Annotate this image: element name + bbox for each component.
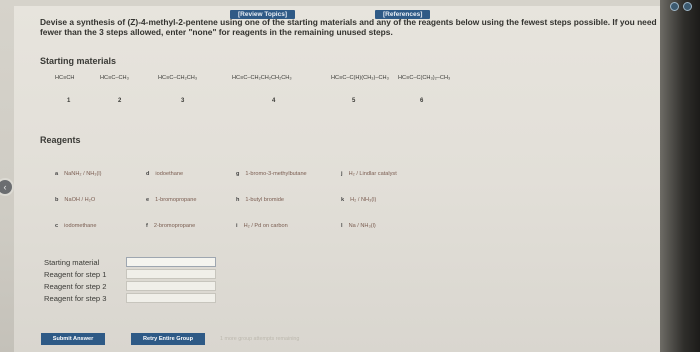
starting-material-1-formula: HC≡CH	[55, 75, 75, 81]
reagent-l	[341, 223, 376, 229]
reagent-letter: j	[341, 171, 343, 177]
starting-material-3-number: 3	[181, 98, 185, 104]
step1-input[interactable]	[126, 269, 216, 279]
submit-answer-button[interactable]: Submit Answer	[41, 333, 105, 345]
attempts-remaining-text: 1 more group attempts remaining	[220, 336, 300, 342]
reagent-c	[55, 223, 96, 229]
reagent-h	[236, 197, 284, 203]
reagent-d	[146, 171, 183, 177]
retry-group-button[interactable]: Retry Entire Group	[131, 333, 205, 345]
answer-form	[44, 256, 224, 304]
question-text: Devise a synthesis of (Z)-4-methyl-2-pentene using one of the starting materials and any of the reagents below using the fewest steps possible. If you need fewer than the 3 steps allowed, enter "none" for reagents in the remaining unused steps.	[40, 17, 657, 37]
reagent-text: H₂ / Lindlar catalyst	[348, 171, 397, 177]
reagent-g	[236, 171, 307, 177]
starting-material-5-number: 5	[352, 98, 356, 104]
reagent-letter: k	[341, 197, 345, 203]
starting-material-label: Starting material	[44, 257, 100, 267]
step1-row	[44, 268, 224, 280]
references-button[interactable]: [References]	[375, 10, 430, 19]
reagent-letter: f	[146, 223, 148, 229]
reagent-i	[236, 223, 288, 229]
starting-material-2-number: 2	[118, 98, 122, 104]
window-icon-2[interactable]	[683, 2, 692, 11]
window-icons	[670, 2, 694, 16]
reagent-text: iodoethane	[155, 171, 184, 177]
reagent-letter: a	[55, 171, 59, 177]
reagent-text: 1-bromo-3-methylbutane	[245, 171, 307, 177]
reagents-heading: Reagents	[40, 135, 81, 145]
starting-material-2-formula: HC≡C–CH₃	[100, 75, 129, 81]
step1-label: Reagent for step 1	[44, 269, 107, 279]
reagent-letter: l	[341, 223, 343, 229]
reagent-f	[146, 223, 195, 229]
step3-label: Reagent for step 3	[44, 293, 107, 303]
starting-material-3-formula: HC≡C–CH₂CH₃	[158, 75, 198, 81]
reagent-letter: e	[146, 197, 150, 203]
step2-input[interactable]	[126, 281, 216, 291]
starting-material-4-number: 4	[272, 98, 276, 104]
starting-material-4-formula: HC≡C–CH₂CH₂CH₂CH₃	[232, 75, 292, 81]
starting-material-6-formula: HC≡C–C(CH₃)₂–CH₃	[398, 75, 451, 81]
reagent-text: 2-bromopropane	[153, 223, 196, 229]
reagent-text: H₂ / Pd on carbon	[243, 223, 288, 229]
reagent-text: NaNH₂ / NH₃(l)	[64, 171, 102, 177]
reagent-letter: g	[236, 171, 240, 177]
reagent-letter: h	[236, 197, 240, 203]
reagent-text: 1-bromopropane	[155, 197, 197, 203]
starting-materials-heading: Starting materials	[40, 56, 117, 66]
starting-material-6-number: 6	[420, 98, 424, 104]
starting-material-row	[44, 256, 224, 268]
reagent-letter: c	[55, 223, 59, 229]
reagent-a	[55, 171, 102, 177]
reagent-letter: b	[55, 197, 59, 203]
step3-row	[44, 292, 224, 304]
reagent-letter: i	[236, 223, 238, 229]
reagent-j	[341, 171, 397, 177]
starting-material-5-formula: HC≡C–C(H)(CH₃)–CH₃	[331, 75, 389, 81]
step2-label: Reagent for step 2	[44, 281, 107, 291]
reagent-text: 1-butyl bromide	[245, 197, 284, 203]
step2-row	[44, 280, 224, 292]
starting-material-1-number: 1	[67, 98, 71, 104]
reagent-k	[341, 197, 376, 203]
reagent-e	[146, 197, 196, 203]
reagent-text: NaOH / H₂O	[64, 197, 96, 203]
reagent-text: iodomethane	[64, 223, 97, 229]
reagent-b	[55, 197, 95, 203]
starting-material-input[interactable]	[126, 257, 216, 267]
review-topics-button[interactable]: [Review Topics]	[230, 10, 295, 19]
step3-input[interactable]	[126, 293, 216, 303]
nav-back-icon[interactable]: ‹	[0, 178, 14, 196]
reagent-text: Na / NH₃(l)	[348, 223, 376, 229]
reagent-letter: d	[146, 171, 150, 177]
right-dark-edge	[660, 0, 700, 352]
reagent-text: H₂ / NH₃(l)	[350, 197, 377, 203]
window-icon-1[interactable]	[670, 2, 679, 11]
